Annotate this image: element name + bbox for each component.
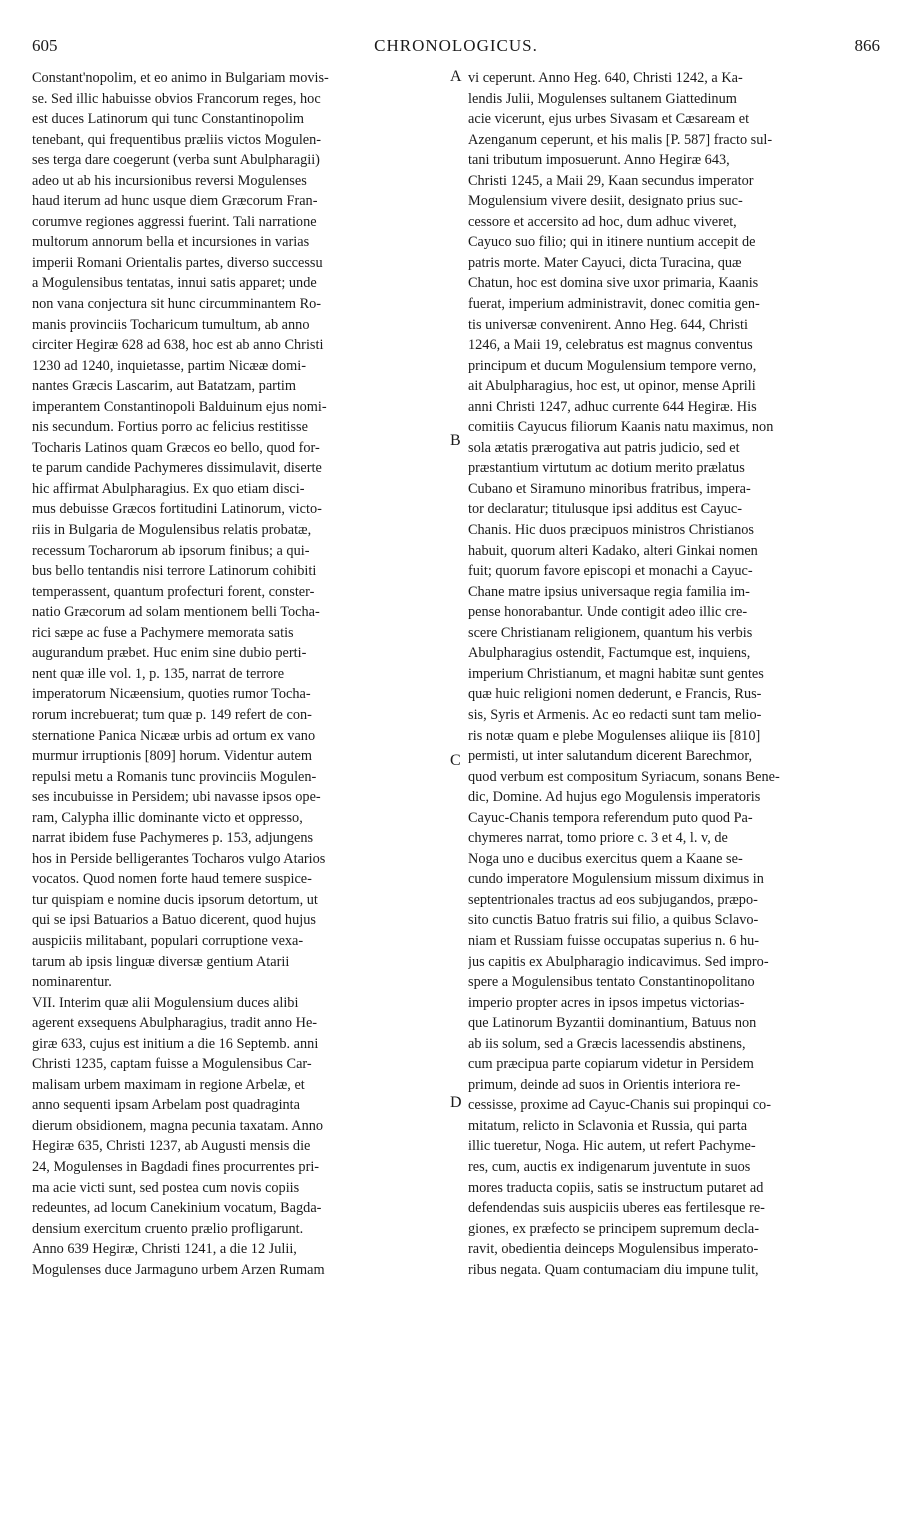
text-line — [32, 520, 438, 541]
text-line — [32, 479, 438, 500]
text-line-content: ma acie victi sunt, sed postea cum novis copiis — [32, 1179, 300, 1196]
text-line-content: que Latinorum Byzantii dominantium, Batuus non — [468, 1015, 757, 1032]
text-line-content: patris morte. Mater Cayuci, dicta Turacina, quæ — [468, 254, 742, 271]
text-line — [32, 1219, 438, 1240]
text-line — [468, 171, 874, 192]
text-line-content: sito cunctis Batuo fratris sui filio, a quibus Sclavo- — [468, 912, 759, 929]
text-line — [32, 397, 438, 418]
text-line — [468, 787, 874, 808]
text-line — [32, 623, 438, 644]
text-line-content: te parum candide Pachymeres dissimulavit, diserte — [32, 460, 322, 477]
text-line — [468, 1157, 874, 1178]
text-line-content: cessisse, proxime ad Cayuc-Chanis sui propinqui co- — [468, 1097, 771, 1114]
text-line-content: illic tueretur, Noga. Hic autem, ut refert Pachyme- — [468, 1138, 756, 1155]
text-line-content: mitatum, relicto in Sclavonia et Russia, qui parta — [468, 1117, 748, 1134]
text-line — [32, 438, 438, 459]
text-line — [468, 931, 874, 952]
text-line-content: dic, Domine. Ad hujus ego Mogulensis imperatoris — [468, 789, 761, 806]
text-line — [32, 931, 438, 952]
text-line-content: anno sequenti ipsam Arbelam post quadraginta — [32, 1097, 301, 1114]
text-line-content: ab iis solum, sed a Græcis lacessendis abstinens, — [468, 1035, 746, 1052]
text-line-content: imperium Christianum, et magni habitæ sunt gentes — [468, 665, 764, 682]
text-line-content: imperio propter acres in ipsos impetus victorias- — [468, 994, 745, 1011]
text-line-content: Abulpharagius ostendit, Factumque est, inquiens, — [468, 645, 751, 662]
text-line-content: murmur irruptionis [809] horum. Videntur autem — [32, 748, 313, 765]
text-line — [468, 1136, 874, 1157]
text-line — [468, 972, 874, 993]
text-line — [32, 869, 438, 890]
text-line-content: tor declaratur; titulusque ipsi additus est Cayuc- — [468, 501, 742, 518]
text-line — [468, 376, 874, 397]
text-line-content: haud iterum ad hunc usque diem Græcorum Fran- — [32, 193, 318, 210]
text-line-content: nominarentur. — [32, 974, 112, 991]
text-line — [468, 499, 874, 520]
text-line-content: comitiis Cayucus filiorum Kaanis natu maximus, non — [468, 419, 774, 436]
text-line-content: nantes Græcis Lascarim, aut Batatzam, partim — [32, 378, 297, 395]
text-line-content: pense honorabantur. Unde contigit adeo illic cre- — [468, 604, 748, 621]
text-line — [32, 171, 438, 192]
text-line-content: Mogulensium vivere desiit, designato prius suc- — [468, 193, 743, 210]
text-line-content: giones, ex præfecto se principem supremum decla- — [468, 1220, 760, 1237]
text-line-content: 1230 ad 1240, inquietasse, partim Nicææ domi- — [32, 357, 306, 374]
text-line-content: ravit, obedientia deinceps Mogulensibus imperato- — [468, 1241, 759, 1258]
text-line — [468, 438, 874, 459]
text-line-content: auspiciis militabant, populari corruptione vexa- — [32, 932, 304, 949]
margin-marker-d: D — [450, 1094, 462, 1111]
text-line — [32, 828, 438, 849]
text-line-content: primum, deinde ad suos in Orientis interiora re- — [468, 1076, 741, 1093]
text-line-content: Noga uno e ducibus exercitus quem a Kaane se- — [468, 850, 743, 867]
text-line — [32, 212, 438, 233]
text-line-content: sternatione Panica Nicææ urbis ad ortum ex vano — [32, 727, 316, 744]
text-line — [32, 232, 438, 253]
text-line-content: bus bello tentandis nisi terrore Latinorum cohibiti — [32, 563, 317, 580]
text-line-content: cessore et accersito ad hoc, dum adhuc viveret, — [468, 213, 737, 230]
text-line — [32, 726, 438, 747]
text-line-content: 24, Mogulenses in Bagdadi fines procurrentes pri- — [32, 1158, 320, 1175]
text-line — [468, 150, 874, 171]
text-line — [32, 150, 438, 171]
text-line-content: Hegiræ 635, Christi 1237, ab Augusti mensis die — [32, 1138, 311, 1155]
text-line-content: ris notæ quam e plebe Mogulenses aliique iis [810] — [468, 727, 761, 744]
text-line — [468, 643, 874, 664]
text-line — [468, 623, 874, 644]
text-line — [468, 1239, 874, 1260]
text-line — [32, 68, 438, 89]
text-line-content: Azenganum ceperunt, et his malis [P. 587] fracto sul- — [468, 131, 773, 148]
margin-marker-c: C — [450, 752, 461, 769]
text-line — [468, 993, 874, 1014]
text-line-content: tis universæ convenirent. Anno Heg. 644, Christi — [468, 316, 748, 333]
text-line — [32, 130, 438, 151]
text-line — [468, 746, 874, 767]
text-line-content: tani tributum imposuerunt. Anno Hegiræ 643, — [468, 152, 730, 169]
text-line-content: cundo imperatore Mogulensium missum diximus in — [468, 871, 764, 888]
text-line-content: imperii Romani Orientalis partes, diverso successu — [32, 254, 323, 271]
text-line-content: recessum Tocharorum ab ipsorum finibus; a qui- — [32, 542, 310, 559]
text-line — [32, 849, 438, 870]
text-line-content: giræ 633, cujus est initium a die 16 Septemb. anni — [32, 1035, 319, 1052]
text-line — [468, 356, 874, 377]
text-line-content: augurandum præbet. Huc enim sine dubio perti- — [32, 645, 307, 662]
text-line-content: adeo ut ab his incursionibus reversi Mogulenses — [32, 172, 307, 189]
text-line — [32, 1095, 438, 1116]
text-line-content: Cayuco suo filio; qui in itinere nuntium accepit de — [468, 234, 756, 251]
text-line-content: chymeres narrat, tomo priore c. 3 et 4, l. v, de — [468, 830, 728, 847]
text-line-content: Cubano et Siramuno minoribus fratribus, impera- — [468, 480, 751, 497]
text-line — [468, 458, 874, 479]
text-line — [32, 1157, 438, 1178]
text-line — [32, 684, 438, 705]
text-line-content: 1246, a Maii 19, celebratus est magnus conventus — [468, 337, 753, 354]
text-line-content: præstantium virtutum ac dotium merito prælatus — [468, 460, 745, 477]
text-line — [468, 828, 874, 849]
text-line — [32, 1260, 438, 1281]
text-line — [468, 1198, 874, 1219]
text-line — [468, 130, 874, 151]
text-line-content: imperatorum Nicæensium, quoties rumor Tocha- — [32, 686, 311, 703]
text-line-content: natio Græcorum ad solam mentionem belli Tocha- — [32, 604, 320, 621]
text-line — [32, 1239, 438, 1260]
text-line — [468, 335, 874, 356]
text-line-content: anni Christi 1247, adhuc currente 644 Hegiræ. His — [468, 398, 757, 415]
text-line-content: Christi 1245, a Maii 29, Kaan secundus imperator — [468, 172, 754, 189]
text-line-content: acie vicerunt, ejus urbes Sivasam et Cæsaream et — [468, 111, 750, 128]
text-line-content: ses incubuisse in Persidem; ubi navasse ipsos ope- — [32, 789, 321, 806]
text-line-content: hic affirmat Abulpharagius. Ex quo etiam disci- — [32, 480, 305, 497]
text-line — [468, 1178, 874, 1199]
text-line — [32, 1116, 438, 1137]
text-line-content: spere a Mogulensibus tentato Constantinopolitano — [468, 974, 755, 991]
text-line-content: jus capitis ex Abulpharagio indicavimus. Sed impro- — [468, 953, 769, 970]
text-line-content: sola ætatis prærogativa aut patris judicio, sed et — [468, 439, 740, 456]
margin-marker-b: B — [450, 432, 461, 449]
text-line — [32, 952, 438, 973]
text-line — [32, 541, 438, 562]
text-line — [32, 746, 438, 767]
text-line — [468, 910, 874, 931]
text-line-content: Anno 639 Hegiræ, Christi 1241, a die 12 Julii, — [32, 1241, 297, 1258]
text-line-content: tur quispiam e nomine ducis ipsorum detortum, ut — [32, 891, 318, 908]
text-line-content: non vana conjectura sit hunc circumminantem Ro- — [32, 296, 322, 313]
text-line-content: se. Sed illic habuisse obvios Francorum reges, hoc — [32, 90, 321, 107]
text-line — [468, 1054, 874, 1075]
text-line-content: fuit; quorum favore episcopi et monachi a Cayuc- — [468, 563, 753, 580]
text-line — [32, 1178, 438, 1199]
text-line-content: vocatos. Quod nomen forte haud temere suspice- — [32, 871, 312, 888]
text-line — [468, 808, 874, 829]
text-line-content: densium exercitum cruento prælio profligarunt. — [32, 1220, 304, 1237]
text-line — [468, 890, 874, 911]
text-line-content: vi ceperunt. Anno Heg. 640, Christi 1242, a Ka- — [468, 70, 743, 86]
text-line-content: defendendas suis auspiciis uberes eas fertilesque re- — [468, 1200, 765, 1217]
text-line — [32, 787, 438, 808]
text-line — [32, 109, 438, 130]
text-line-content: a Mogulensibus tentatas, innui satis apparet; unde — [32, 275, 317, 292]
text-line — [468, 582, 874, 603]
text-line — [32, 1054, 438, 1075]
text-line — [32, 89, 438, 110]
text-line — [468, 726, 874, 747]
text-line-content: cum præcipua parte copiarum videtur in Persidem — [468, 1056, 754, 1073]
text-line-content: Christi 1235, captam fuisse a Mogulensibus Car- — [32, 1056, 312, 1073]
text-line — [468, 849, 874, 870]
text-line — [468, 315, 874, 336]
text-line — [468, 1116, 874, 1137]
text-line — [32, 910, 438, 931]
text-line — [468, 417, 874, 438]
text-line-content: ribus negata. Quam contumaciam diu impune tulit, — [468, 1261, 759, 1278]
text-line-content: nis secundum. Fortius porro ac felicius restitisse — [32, 419, 308, 436]
text-line — [468, 1219, 874, 1240]
text-line — [468, 212, 874, 233]
text-line — [32, 499, 438, 520]
text-line — [468, 89, 874, 110]
text-line-content: quod verbum est compositum Syriacum, sonans Bene- — [468, 768, 780, 785]
text-line — [468, 1034, 874, 1055]
text-line — [468, 68, 874, 89]
left-text-column — [32, 68, 438, 1280]
text-line-content: scere Christianam religionem, quantum his verbis — [468, 624, 753, 641]
text-line-content: imperantem Constantinopoli Balduinum ejus nomi- — [32, 398, 327, 415]
text-line — [32, 705, 438, 726]
text-line — [468, 541, 874, 562]
text-line — [32, 356, 438, 377]
text-line — [32, 1136, 438, 1157]
text-line-content: permisti, ut inter salutandum dicerent Barechmor, — [468, 748, 753, 765]
text-line-content: dierum obsidionem, magna pecunia taxatam. Anno — [32, 1117, 324, 1134]
text-line-content: Constant'nopolim, et eo animo in Bulgariam movis- — [32, 70, 329, 86]
text-line-content: narrat ibidem fuse Pachymeres p. 153, adjungens — [32, 830, 314, 847]
text-line — [468, 253, 874, 274]
text-line-content: mores traducta copiis, satis se instructum putaret ad — [468, 1179, 764, 1196]
text-line — [468, 1260, 874, 1281]
text-line — [32, 972, 438, 993]
text-line — [32, 335, 438, 356]
text-line — [32, 561, 438, 582]
text-line-content: Chatun, hoc est domina sive uxor primaria, Kaanis — [468, 275, 759, 292]
text-line — [32, 1075, 438, 1096]
text-line-content: qui se ipsi Batuarios a Batuo dicerent, quod hujus — [32, 912, 316, 929]
text-line-content: manis provinciis Tocharicum tumultum, ab anno — [32, 316, 310, 333]
text-line — [32, 582, 438, 603]
text-line — [468, 561, 874, 582]
text-line-content: quæ huic religioni nomen dederunt, e Francis, Rus- — [468, 686, 762, 703]
text-line-content: niam et Russiam fuisse occupatas superius n. 6 hu- — [468, 932, 760, 949]
text-line-content: habuit, quorum alteri Kadako, alteri Ginkai nomen — [468, 542, 758, 559]
margin-marker-a: A — [450, 68, 462, 85]
text-line-content: agerent exsequens Abulpharagius, tradit anno He- — [32, 1015, 318, 1032]
text-line — [32, 458, 438, 479]
text-line — [32, 890, 438, 911]
text-line-content: ram, Calypha illic dominante victo et oppresso, — [32, 809, 303, 826]
text-line-content: Chanis. Hic duos præcipuos ministros Christianos — [468, 522, 754, 539]
text-line-content: tenebant, qui frequentibus præliis victos Mogulen- — [32, 131, 322, 148]
text-line-content: mus debuisse Græcos fortitudini Latinorum, victo- — [32, 501, 322, 518]
text-line — [32, 294, 438, 315]
text-line-content: repulsi metu a Romanis tunc provinciis Mogulen- — [32, 768, 317, 785]
text-line-content: ait Abulpharagius, hoc est, ut opinor, mense Aprili — [468, 378, 756, 395]
text-line-content: redeuntes, ad locum Canekinium vocatum, Bagda- — [32, 1200, 322, 1217]
text-line — [32, 376, 438, 397]
text-line-content: VII. Interim quæ alii Mogulensium duces alibi — [32, 994, 299, 1011]
text-line-content: lendis Julii, Mogulenses sultanem Giattedinum — [468, 90, 737, 107]
text-line-content: Chane matre ipsius universaque regia familia im- — [468, 583, 750, 600]
text-line — [32, 767, 438, 788]
text-line — [468, 1095, 874, 1116]
text-line — [468, 109, 874, 130]
text-line — [32, 808, 438, 829]
text-line — [32, 1198, 438, 1219]
text-line-content: principum et ducum Mogulensium tempore verno, — [468, 357, 757, 374]
text-line — [32, 315, 438, 336]
text-line-content: Mogulenses duce Jarmaguno urbem Arzen Rumam — [32, 1261, 325, 1278]
text-line-content: multorum annorum bella et incursiones in varias — [32, 234, 310, 251]
text-line — [468, 952, 874, 973]
text-line-content: ses terga dare coegerunt (verba sunt Abulpharagii) — [32, 152, 320, 169]
text-line-content: tarum ab ipsis linguæ diversæ gentium Atarii — [32, 953, 290, 970]
text-line-content: corumve regiones aggressi fuerint. Tali narratione — [32, 213, 317, 230]
text-line — [468, 397, 874, 418]
text-line-content: Tocharis Latinos quam Græcos eo bello, quod for- — [32, 439, 320, 456]
text-line-content: circiter Hegiræ 628 ad 638, hoc est ab anno Christi — [32, 337, 324, 354]
text-line — [32, 993, 438, 1014]
text-line — [468, 664, 874, 685]
text-line-content: rici sæpe ac fuse a Pachymere memorata satis — [32, 624, 294, 641]
text-line — [468, 294, 874, 315]
text-line-content: fuerat, imperium administravit, donec comitia gen- — [468, 296, 760, 313]
text-line — [468, 273, 874, 294]
text-line — [32, 273, 438, 294]
text-line-content: res, cum, auctis ex indigenarum juventute in suos — [468, 1158, 751, 1175]
text-line — [468, 1013, 874, 1034]
text-line-content: septentrionales tractus ad eos subjugandos, præpo- — [468, 891, 758, 908]
text-line — [468, 705, 874, 726]
text-line — [468, 191, 874, 212]
right-text-column — [468, 68, 874, 1280]
running-title: CHRONOLOGICUS. — [374, 36, 538, 55]
text-line — [468, 232, 874, 253]
page-number-right: 866 — [854, 36, 880, 55]
text-line-content: est duces Latinorum qui tunc Constantinopolim — [32, 111, 305, 128]
text-line-content: sis, Syris et Armenis. Ac eo redacti sunt tam melio- — [468, 706, 762, 723]
text-line-content: Cayuc-Chanis tempora referendum puto quod Pa- — [468, 809, 753, 826]
text-line-content: malisam urbem maximam in regione Arbelæ, et — [32, 1076, 305, 1093]
text-line — [468, 520, 874, 541]
text-line — [32, 664, 438, 685]
text-line — [32, 602, 438, 623]
text-line — [468, 1075, 874, 1096]
text-line — [468, 479, 874, 500]
text-line-content: temperassent, quantum profecturi forent, conster- — [32, 583, 315, 600]
page-number-left: 605 — [32, 36, 58, 55]
text-line — [468, 684, 874, 705]
text-line — [32, 643, 438, 664]
text-line — [468, 869, 874, 890]
text-line — [32, 191, 438, 212]
text-line — [468, 767, 874, 788]
text-line-content: rorum increbuerat; tum quæ p. 149 refert de con- — [32, 706, 312, 723]
text-line — [468, 602, 874, 623]
text-line-content: nent quæ ille vol. 1, p. 135, narrat de terrore — [32, 665, 285, 682]
text-line — [32, 253, 438, 274]
running-header — [32, 36, 880, 62]
text-line — [32, 1034, 438, 1055]
text-line — [32, 417, 438, 438]
text-line-content: riis in Bulgaria de Mogulensibus relatis probatæ, — [32, 522, 312, 539]
text-line — [32, 1013, 438, 1034]
text-line-content: hos in Perside belligerantes Tocharos vulgo Atarios — [32, 850, 326, 867]
